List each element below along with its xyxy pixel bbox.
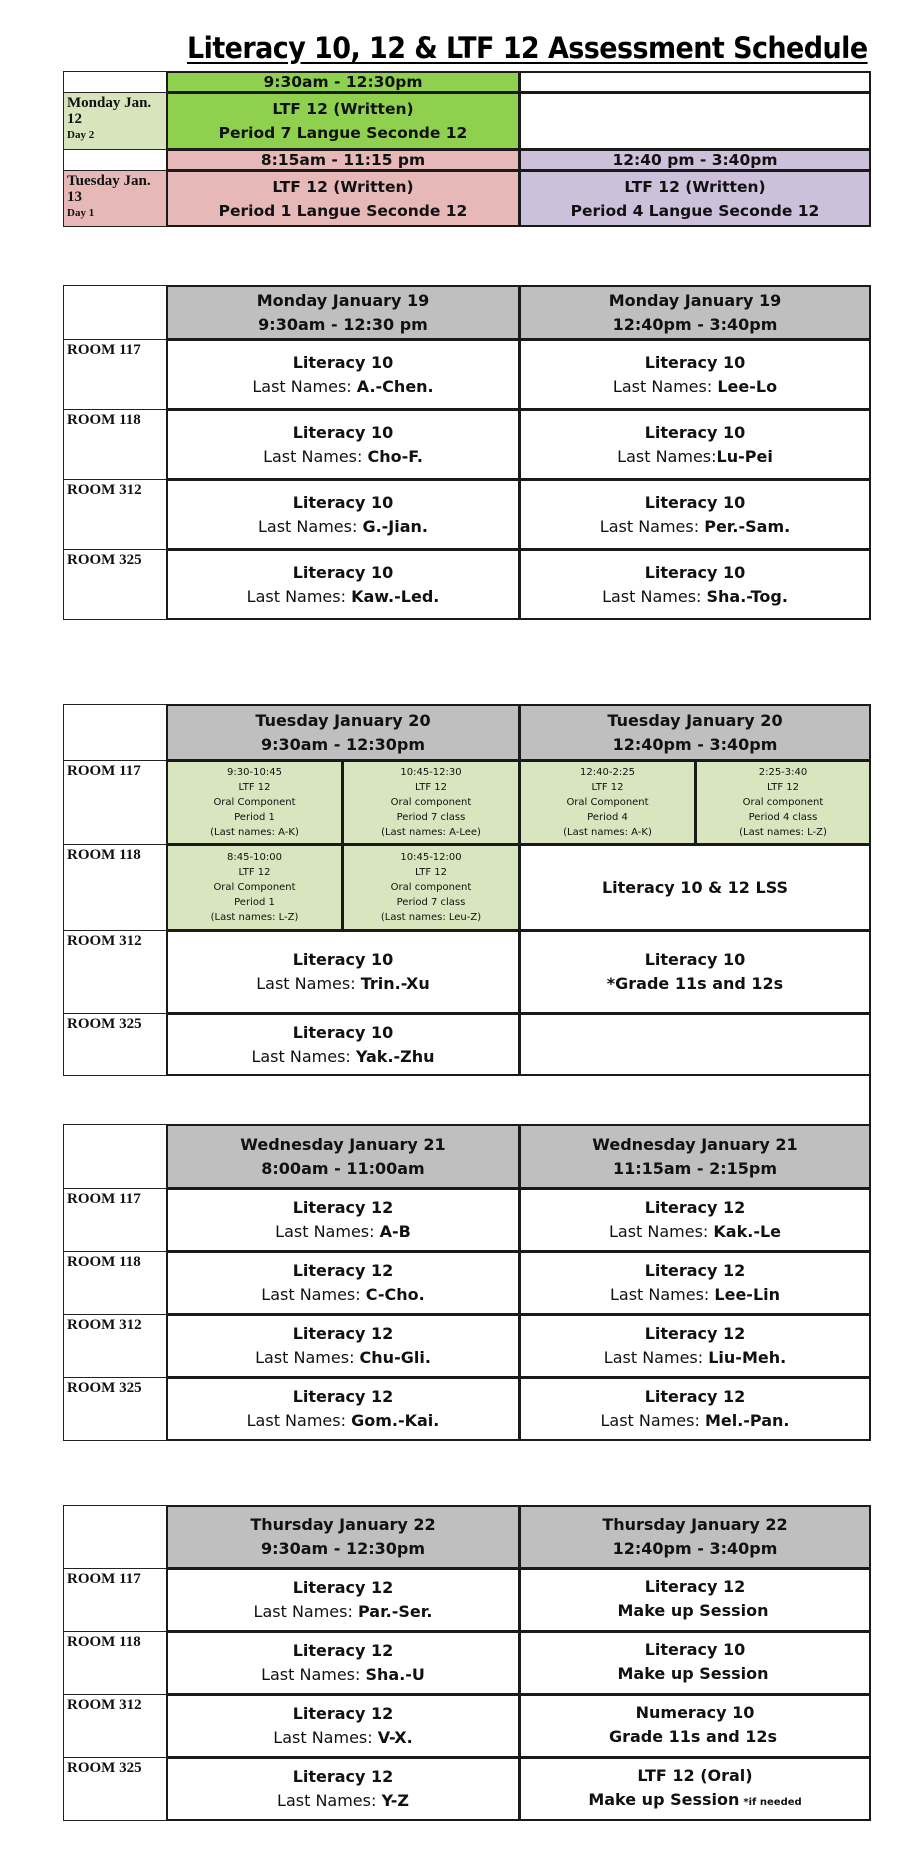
wed21-am-slot [166,1377,520,1441]
monday-pm-time-empty [519,71,871,93]
slot-time: 2:25-3:40 [758,767,808,778]
course-name: Numeracy 10 [635,1702,755,1722]
page-title: Literacy 10, 12 & LTF 12 Assessment Schedule [187,31,868,65]
exam-class: Period 7 Langue Seconde 12 [218,124,468,142]
course-name: LTF 12 [238,782,271,793]
last-names-label: Last Names: [609,1285,715,1304]
date-label: 13 [67,189,82,205]
last-names-label: Last Names: [277,1791,382,1810]
mon19-am-slot [166,549,520,620]
last-names-range: Sha.-Tog. [706,586,788,606]
last-names-range: Cho-F. [367,446,423,466]
last-names-line [247,585,440,609]
header-date: Wednesday January 21 [592,1134,798,1154]
empty-corner-cell [63,71,167,93]
course-name: Literacy 10 [292,1022,394,1042]
last-names-label: Last Names: [602,586,707,606]
wed21-am-slot [166,1188,520,1252]
room-label: ROOM 118 [63,844,167,931]
course-name: Literacy 10 [292,950,394,969]
column-header-am [166,704,520,761]
period: Period 4 class [748,812,818,823]
last-names-label: Last Names: [246,586,352,606]
empty-corner-cell [63,285,167,340]
room-label: ROOM 325 [63,1377,167,1441]
last-names-label: Last Names: [261,1285,366,1304]
course-name: Literacy 12 [292,1641,394,1660]
mon19-pm-slot [519,409,871,480]
last-names-line [613,375,777,399]
oral-component-slot [519,760,696,845]
last-names-range: Trin.-Xu [360,974,430,993]
last-names-label: Last Names: [600,1411,705,1430]
tue20-r312-pm [519,930,871,1014]
last-names-label: Last Names: [253,1602,358,1621]
course-name: Literacy 12 [292,1704,394,1723]
header-time: 8:00am - 11:00am [261,1158,425,1178]
header-date: Wednesday January 21 [240,1134,446,1154]
course-name: LTF 12 (Oral) [637,1765,753,1785]
last-names-label: Last Names: [275,1222,380,1241]
column-header-pm [519,1124,871,1189]
mon19-am-slot [166,339,520,410]
mon19-pm-slot [519,549,871,620]
course-name: Literacy 10 [292,492,394,512]
room-label: ROOM 325 [63,1757,167,1821]
last-names-line [247,1409,440,1433]
last-names-range: (Last names: A-K) [563,827,652,838]
tuesday-am-time [166,149,520,171]
course-name: Literacy 12 [644,1576,746,1596]
last-names-range: (Last names: Leu-Z) [380,912,482,923]
last-names-line [609,1220,781,1244]
course-name: Literacy 10 [644,352,746,372]
wed21-am-slot [166,1251,520,1315]
last-names-range: (Last names: A-K) [210,827,299,838]
header-date: Monday January 19 [256,290,430,310]
tue20-r325-pm-empty [519,1013,871,1076]
thu22-pm-slot [519,1694,871,1758]
exam-class: Period 1 Langue Seconde 12 [218,201,468,220]
last-names-line [610,1283,780,1307]
thu22-am-slot [166,1757,520,1821]
component: Oral Component [213,797,296,808]
room-label: ROOM 312 [63,1694,167,1758]
course-name: Literacy 12 [644,1261,746,1280]
course-name: LTF 12 [591,782,624,793]
tue20-r118-pm [519,844,871,931]
last-names-label: Last Names: [261,1665,366,1684]
last-names-range: (Last names: L-Z) [739,827,827,838]
last-names-range: G.-Jian. [362,516,428,536]
course-name: LTF 12 [767,782,799,793]
period: Period 4 [587,812,628,823]
course-name: Literacy 12 [292,1578,394,1597]
last-names-range: Yak.-Zhu [355,1046,435,1066]
thu22-am-slot [166,1568,520,1632]
monday-am-exam [166,92,520,150]
last-names-label: Last Names: [258,516,363,536]
course-name: Literacy 10 [644,950,746,969]
header-date: Tuesday January 20 [255,710,431,730]
tuesday-pm-exam [519,170,871,227]
thu22-pm-slot [519,1757,871,1821]
last-names-range: (Last names: A-Lee) [381,827,481,838]
last-names-line [275,1220,411,1244]
course-name: Literacy 12 [292,1261,394,1280]
last-names-line [273,1726,412,1750]
session-type: Make up Session [617,1600,769,1620]
last-names-line [604,1346,786,1370]
last-names-range: C-Cho. [365,1285,425,1304]
column-header-pm [519,1505,871,1569]
course-name: Literacy 12 [292,1767,394,1786]
day-cycle-label: Day 2 [67,129,95,141]
slot-time: 10:45-12:30 [400,767,462,778]
last-names-line [263,445,423,469]
oral-component-slot [695,760,871,845]
room-label: ROOM 118 [63,1251,167,1315]
last-names-line [255,1346,431,1370]
header-time: 9:30am - 12:30pm [260,734,426,754]
monday-am-time [166,71,520,93]
time-text: 8:15am - 11:15 pm [260,151,426,169]
last-names-label: Last Names: [608,1222,714,1241]
period: Period 7 class [396,897,466,908]
exam-title: LTF 12 (Written) [272,177,414,196]
header-date: Thursday January 22 [602,1515,788,1534]
session-line [617,1599,772,1626]
thu22-pm-slot [519,1631,871,1695]
last-names-range: Liu-Meh. [708,1348,787,1367]
last-names-line [261,1283,424,1307]
course-name: Literacy 10 [644,422,746,442]
oral-component-slot [342,844,520,931]
course-name: Literacy 10 [644,1639,746,1659]
tuesday-am-exam [166,170,520,227]
last-names-label: Last Names: [603,1348,709,1367]
room-label: ROOM 312 [63,1314,167,1378]
header-date: Monday January 19 [608,290,782,310]
mon19-pm-slot [519,339,871,410]
session-line [588,1788,801,1815]
course-name: Literacy 12 [292,1324,394,1343]
column-header-pm [519,704,871,761]
session-type: Make up Session [617,1663,769,1683]
last-names-range: V-X. [377,1728,413,1747]
last-names-line [617,445,773,469]
course-name: Literacy 12 [292,1387,394,1406]
component: Oral component [390,797,472,808]
header-date: Thursday January 22 [250,1515,436,1534]
column-header-am [166,1124,520,1189]
last-names-range: (Last names: L-Z) [210,912,299,923]
header-time: 12:40pm - 3:40pm [612,1539,778,1558]
oral-component-slot [166,844,343,931]
oral-component-slot [342,760,520,845]
last-names-range: Mel.-Pan. [704,1411,790,1430]
last-names-range: Lee-Lin [714,1285,781,1304]
room-label: ROOM 325 [63,549,167,620]
last-names-label: Last Names: [256,974,361,993]
header-time: 12:40pm - 3:40pm [612,734,778,754]
thu22-am-slot [166,1694,520,1758]
slot-time: 9:30-10:45 [227,767,282,778]
last-names-label: Last Names: [246,1411,352,1430]
last-names-range: Par.-Ser. [357,1602,433,1621]
monday-pm-exam-empty [519,92,871,150]
exam-class: Period 4 Langue Seconde 12 [570,201,820,220]
last-names-range: A.-Chen. [356,376,434,396]
mon19-pm-slot [519,479,871,550]
session-type: Make up Session [588,1789,740,1809]
exam-title: LTF 12 (Written) [272,100,414,118]
component: Oral component [742,797,824,808]
last-names-label: Last Names: [273,1728,378,1747]
mon19-am-slot [166,409,520,480]
last-names-label: Last Names: [251,1046,356,1066]
slot-time: 8:45-10:00 [227,852,282,863]
last-names-label: Last Names: [612,376,718,396]
day-cycle-label: Day 1 [67,207,95,219]
course-name: Literacy 10 [292,562,394,582]
last-names-range: Gom.-Kai. [351,1411,440,1430]
day-label: Tuesday Jan. [67,173,151,189]
room-label: ROOM 118 [63,409,167,480]
course-name: Literacy 10 [292,352,394,372]
course-name: Literacy 10 [292,422,394,442]
last-names-line [602,585,788,609]
monday-jan12-label [63,92,167,150]
room-label: ROOM 117 [63,1188,167,1252]
period: Period 7 class [396,812,466,823]
column-header-am [166,1505,520,1569]
last-names-label: Last Names: [252,376,357,396]
last-names-line [601,1409,790,1433]
column-header-am [166,285,520,340]
last-names-line [252,375,433,399]
last-names-range: Chu-Gli. [359,1348,431,1367]
last-names-range: Lu-Pei [716,446,773,466]
course-name: Literacy 12 [644,1324,746,1343]
last-names-line [600,515,790,539]
session-type: Grade 11s and 12s [608,1726,778,1746]
component: Oral Component [213,882,296,893]
course-name: LTF 12 [415,867,447,878]
tue20-r312-am [166,930,520,1014]
course-name: Literacy 10 [644,562,746,582]
course-name: Literacy 10 & 12 LSS [601,877,789,897]
room-label: ROOM 117 [63,1568,167,1632]
course-note: *Grade 11s and 12s [606,974,784,993]
time-text: 12:40 pm - 3:40pm [612,151,778,169]
last-names-range: Y-Z [381,1791,409,1810]
last-names-range: Kak.-Le [713,1222,782,1241]
column-header-pm [519,285,871,340]
room-label: ROOM 117 [63,760,167,845]
last-names-range: Lee-Lo [717,376,778,396]
last-names-range: Sha.-U [365,1665,425,1684]
thu22-am-slot [166,1631,520,1695]
tue20-r325-am [166,1013,520,1076]
room-label: ROOM 117 [63,339,167,410]
course-name: Literacy 12 [292,1198,394,1217]
last-names-line [261,1663,425,1687]
day-label: Monday Jan. [67,95,152,111]
header-time: 9:30am - 12:30pm [260,1539,426,1558]
last-names-range: A-B [379,1222,411,1241]
last-names-label: Last Names: [617,446,717,466]
empty-corner-cell [63,1124,167,1189]
wed21-pm-slot [519,1251,871,1315]
exam-title: LTF 12 (Written) [624,177,766,196]
thu22-pm-slot [519,1568,871,1632]
slot-time: 10:45-12:00 [400,852,462,863]
course-name: Literacy 10 [644,492,746,512]
room-label: ROOM 118 [63,1631,167,1695]
session-line [617,1662,772,1689]
empty-corner-cell [63,149,167,171]
date-label: 12 [67,111,82,127]
wed21-pm-slot [519,1188,871,1252]
last-names-range: Per.-Sam. [704,516,791,536]
header-time: 11:15am - 2:15pm [612,1158,778,1178]
header-time: 9:30am - 12:30 pm [258,314,428,334]
session-line [609,1725,781,1752]
last-names-line [258,515,428,539]
component: Oral Component [566,797,649,808]
time-text: 9:30am - 12:30pm [263,73,423,91]
header-date: Tuesday January 20 [607,710,783,730]
period: Period 1 [234,897,275,908]
room-label: ROOM 325 [63,1013,167,1076]
tuesday-jan13-label [63,170,167,227]
wed21-am-slot [166,1314,520,1378]
period: Period 1 [234,812,275,823]
course-name: Literacy 12 [644,1198,746,1217]
slot-time: 12:40-2:25 [580,767,635,778]
last-names-label: Last Names: [263,446,368,466]
header-time: 12:40pm - 3:40pm [612,314,778,334]
table-border-connector [869,1074,871,1126]
last-names-label: Last Names: [255,1348,360,1367]
room-label: ROOM 312 [63,930,167,1014]
empty-corner-cell [63,1505,167,1569]
wed21-pm-slot [519,1377,871,1441]
component: Oral component [390,882,472,893]
oral-component-slot [166,760,343,845]
last-names-line [254,1600,433,1624]
course-name: LTF 12 [415,782,447,793]
last-names-label: Last Names: [599,516,705,536]
course-name: Literacy 12 [644,1387,746,1406]
mon19-am-slot [166,479,520,550]
empty-corner-cell [63,704,167,761]
wed21-pm-slot [519,1314,871,1378]
last-names-line [277,1789,409,1813]
footnote: *if needed [743,1796,802,1808]
tuesday-pm-time [519,149,871,171]
room-label: ROOM 312 [63,479,167,550]
course-name: LTF 12 [238,867,271,878]
last-names-range: Kaw.-Led. [351,586,440,606]
